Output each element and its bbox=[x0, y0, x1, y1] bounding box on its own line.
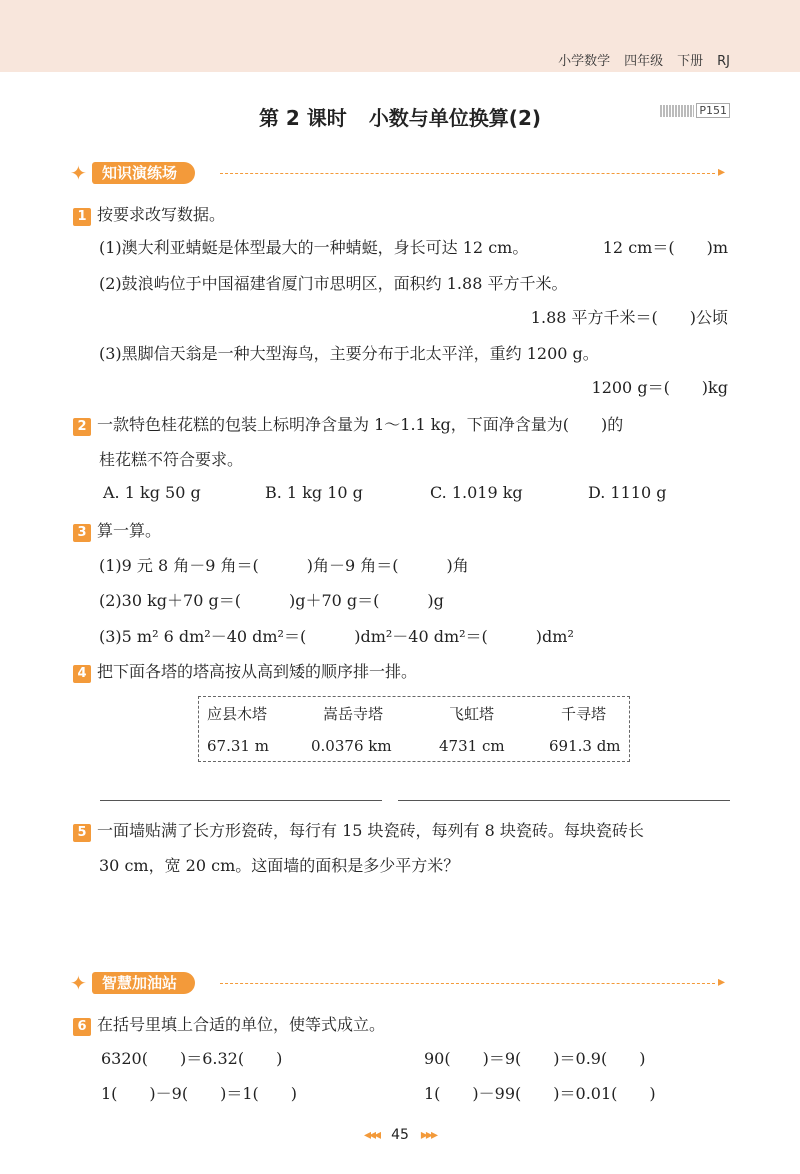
divider bbox=[220, 173, 715, 174]
q3-part-b: (2)30 kg＋70 g＝( )g＋70 g＝( )g bbox=[99, 591, 444, 610]
section-booster-header bbox=[70, 970, 730, 998]
option-b: B. 1 kg 10 g bbox=[265, 483, 363, 502]
page-number: 45 bbox=[391, 1127, 409, 1143]
question-text-line1: 一面墙贴满了长方形瓷砖，每行有 15 块瓷砖，每列有 8 块瓷砖。每块瓷砖长 bbox=[97, 821, 644, 840]
question-number: 2 bbox=[73, 418, 91, 436]
question-text-line2: 30 cm，宽 20 cm。这面墙的面积是多少平方米？ bbox=[99, 856, 460, 875]
question-5 bbox=[73, 818, 644, 842]
arrows-left-icon: ◂◂◂ bbox=[363, 1127, 380, 1143]
q3-part-a: (1)9 元 8 角－9 角＝( )角－9 角＝( )角 bbox=[99, 556, 469, 575]
answer-line bbox=[100, 800, 382, 801]
question-number: 4 bbox=[73, 665, 91, 683]
page-reference bbox=[660, 104, 730, 117]
question-number: 3 bbox=[73, 524, 91, 542]
q6-part-b: 90( )＝9( )＝0.9( ) bbox=[424, 1049, 646, 1068]
q6-part-d: 1( )－99( )＝0.01( ) bbox=[424, 1084, 656, 1103]
question-2 bbox=[73, 412, 623, 436]
q1-part-b: (2)鼓浪屿位于中国福建省厦门市思明区，面积约 1.88 平方千米。 bbox=[99, 274, 568, 293]
q6-part-c: 1( )－9( )＝1( ) bbox=[101, 1084, 297, 1103]
divider bbox=[220, 983, 715, 984]
edition: RJ bbox=[717, 54, 730, 69]
question-stem: 把下面各塔的塔高按从高到矮的顺序排一排。 bbox=[97, 662, 418, 681]
question-4 bbox=[73, 659, 417, 683]
question-stem: 在括号里填上合适的单位，使等式成立。 bbox=[97, 1015, 386, 1034]
page-ref-label: P151 bbox=[696, 103, 730, 118]
question-stem: 按要求改写数据。 bbox=[97, 205, 226, 224]
tower-height: 0.0376 km bbox=[311, 737, 392, 755]
grade: 四年级 bbox=[624, 54, 664, 69]
lesson-number: 第 2 课时 bbox=[258, 106, 347, 130]
arrow-right-icon: ▸ bbox=[718, 164, 726, 180]
question-stem: 算一算。 bbox=[97, 521, 162, 540]
q3-part-c: (3)5 m² 6 dm²－40 dm²＝( )dm²－40 dm²＝( )dm² bbox=[99, 627, 574, 646]
question-6 bbox=[73, 1012, 385, 1036]
star-icon: ✦ bbox=[70, 971, 87, 995]
section-practice-title: 知识演练场 bbox=[92, 162, 195, 184]
tower-height: 4731 cm bbox=[439, 737, 505, 755]
question-number: 6 bbox=[73, 1018, 91, 1036]
arrow-right-icon: ▸ bbox=[718, 974, 726, 990]
tower-name: 飞虹塔 bbox=[449, 705, 495, 723]
barcode-icon bbox=[660, 105, 694, 117]
header-info bbox=[544, 50, 730, 69]
star-icon: ✦ bbox=[70, 161, 87, 185]
page-footer bbox=[0, 1127, 800, 1143]
tower-name: 嵩岳寺塔 bbox=[323, 705, 384, 723]
q1-part-a: (1)澳大利亚蜻蜓是体型最大的一种蜻蜓，身长可达 12 cm。 bbox=[99, 238, 529, 257]
section-practice-header bbox=[70, 160, 730, 188]
section-booster-title: 智慧加油站 bbox=[92, 972, 195, 994]
subject: 小学数学 bbox=[558, 54, 611, 69]
tower-height: 67.31 m bbox=[207, 737, 269, 755]
q1-part-a-fill: 12 cm＝( )m bbox=[602, 238, 728, 257]
option-d: D. 1110 g bbox=[588, 483, 667, 502]
question-3 bbox=[73, 518, 161, 542]
question-1 bbox=[73, 202, 225, 226]
volume: 下册 bbox=[677, 54, 704, 69]
tower-height: 691.3 dm bbox=[549, 737, 621, 755]
tower-name: 千寻塔 bbox=[561, 705, 607, 723]
q6-part-a: 6320( )＝6.32( ) bbox=[101, 1049, 283, 1068]
answer-line bbox=[398, 800, 730, 801]
option-a: A. 1 kg 50 g bbox=[103, 483, 201, 502]
option-c: C. 1.019 kg bbox=[430, 483, 523, 502]
question-text-line2: 桂花糕不符合要求。 bbox=[99, 450, 244, 469]
tower-table bbox=[198, 696, 630, 762]
tower-name: 应县木塔 bbox=[207, 705, 268, 723]
q1-part-b-fill: 1.88 平方千米＝( )公顷 bbox=[530, 308, 728, 327]
question-number: 5 bbox=[73, 824, 91, 842]
question-number: 1 bbox=[73, 208, 91, 226]
q1-part-c-fill: 1200 g＝( )kg bbox=[591, 378, 728, 397]
q1-part-c: (3)黑脚信天翁是一种大型海鸟，主要分布于北太平洋，重约 1200 g。 bbox=[99, 344, 599, 363]
lesson-name: 小数与单位换算(2) bbox=[368, 106, 542, 130]
question-text-line1: 一款特色桂花糕的包装上标明净含量为 1～1.1 kg，下面净含量为( )的 bbox=[97, 415, 624, 434]
arrows-right-icon: ▸▸▸ bbox=[420, 1127, 436, 1143]
